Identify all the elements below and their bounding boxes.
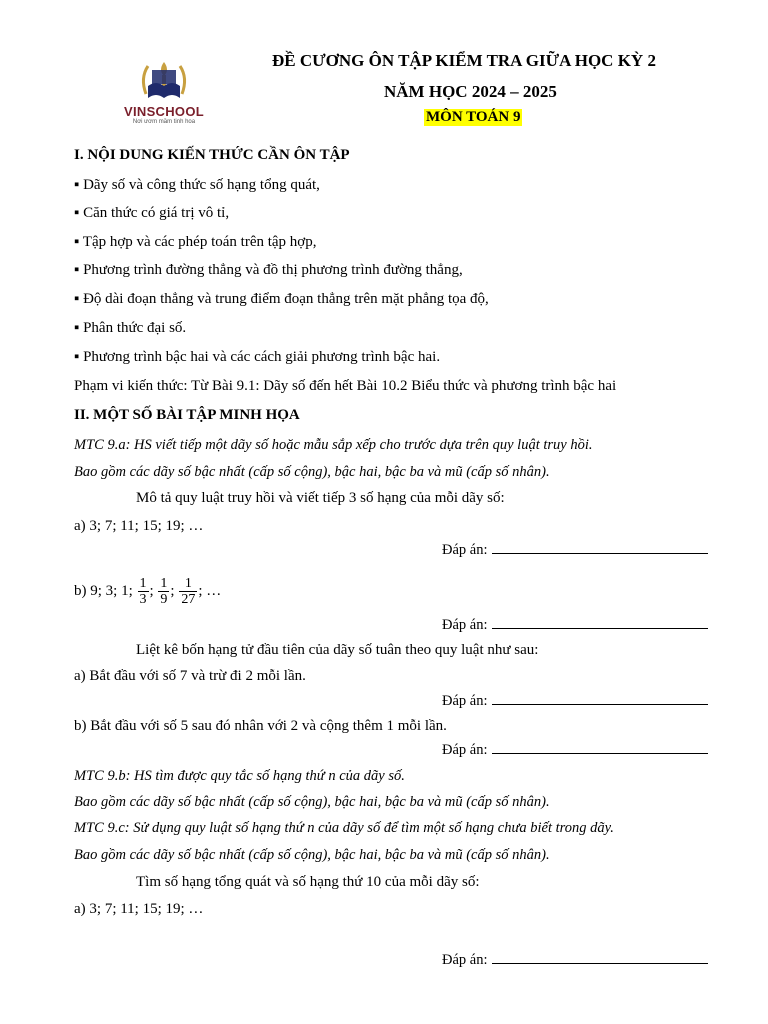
- task1-instruction: Mô tả quy luật truy hồi và viết tiếp 3 số hạng của mỗi dãy số:: [136, 490, 505, 506]
- answer-blank[interactable]: [492, 552, 708, 554]
- answer-blank[interactable]: [492, 703, 708, 705]
- task2-instruction: Liệt kê bốn hạng tử đầu tiên của dãy số tuân theo quy luật như sau:: [136, 642, 539, 658]
- list-item: ▪ Độ dài đoạn thẳng và trung điểm đoạn thẳng trên mặt phẳng tọa độ,: [74, 291, 489, 307]
- logo-name: VINSCHOOL: [124, 104, 204, 119]
- list-item: ▪ Phân thức đại số.: [74, 320, 187, 336]
- answer-row: [442, 617, 708, 634]
- answer-label: Đáp án:: [442, 693, 488, 709]
- mtc-9c-line2: Bao gồm các dãy số bậc nhất (cấp số cộng), bậc hai, bậc ba và mũ (cấp số nhân).: [74, 847, 550, 863]
- answer-label: Đáp án:: [442, 617, 488, 633]
- fraction-numerator: 1: [139, 576, 147, 591]
- answer-label: Đáp án:: [442, 952, 488, 968]
- task1-b: [74, 576, 221, 607]
- answer-row: [442, 693, 708, 710]
- fraction: [179, 576, 197, 607]
- separator: ;: [149, 582, 154, 599]
- list-item: ▪ Phương trình bậc hai và các cách giải phương trình bậc hai.: [74, 349, 441, 365]
- section1-heading: I. NỘI DUNG KIẾN THỨC CẦN ÔN TẬP: [74, 147, 350, 163]
- task1-b-prefix: b) 9; 3; 1;: [74, 582, 133, 599]
- mtc-9b-line1: MTC 9.b: HS tìm được quy tắc số hạng thứ n của dãy số.: [74, 768, 405, 784]
- task2-a: a) Bắt đầu với số 7 và trừ đi 2 mỗi lần.: [74, 668, 306, 684]
- logo-slogan: Nơi ươm mầm tinh hoa: [132, 119, 196, 125]
- list-item: ▪ Tập hợp và các phép toán trên tập hợp,: [74, 234, 317, 250]
- school-year: NĂM HỌC 2024 – 2025: [384, 82, 557, 101]
- list-item: ▪ Phương trình đường thẳng và đồ thị phương trình đường thẳng,: [74, 262, 463, 278]
- fraction: [158, 576, 169, 607]
- separator: ;: [170, 582, 175, 599]
- answer-row: [442, 742, 708, 759]
- task3-instruction: Tìm số hạng tổng quát và số hạng thứ 10 của mỗi dãy số:: [136, 874, 480, 890]
- fraction-denominator: 9: [160, 592, 168, 607]
- answer-label: Đáp án:: [442, 542, 488, 558]
- scope-text: Phạm vi kiến thức: Từ Bài 9.1: Dãy số đến hết Bài 10.2 Biểu thức và phương trình bậc hai: [74, 378, 617, 394]
- fraction: [138, 576, 149, 607]
- task2-b: b) Bắt đầu với số 5 sau đó nhân với 2 và cộng thêm 1 mỗi lần.: [74, 718, 447, 734]
- subject-label: MÔN TOÁN 9: [426, 109, 521, 125]
- answer-blank[interactable]: [492, 962, 708, 964]
- answer-row: [442, 952, 708, 969]
- list-item: ▪ Căn thức có giá trị vô tỉ,: [74, 205, 230, 221]
- fraction-numerator: 1: [160, 576, 168, 591]
- fraction-denominator: 3: [139, 592, 147, 607]
- list-item: ▪ Dãy số và công thức số hạng tổng quát,: [74, 177, 320, 193]
- answer-row: [442, 542, 708, 559]
- doc-title: ĐỀ CƯƠNG ÔN TẬP KIỂM TRA GIỮA HỌC KỲ 2: [272, 51, 656, 70]
- book-torch-emblem-icon: [118, 56, 210, 104]
- task1-a: a) 3; 7; 11; 15; 19; …: [74, 518, 204, 534]
- mtc-9c-line1: MTC 9.c: Sử dụng quy luật số hạng thứ n của dãy số để tìm một số hạng chưa biết trong dãy.: [74, 820, 614, 836]
- answer-label: Đáp án:: [442, 742, 488, 758]
- task1-b-suffix: ; …: [198, 582, 222, 599]
- answer-blank[interactable]: [492, 752, 708, 754]
- task3-a: a) 3; 7; 11; 15; 19; …: [74, 901, 204, 917]
- section2-heading: II. MỘT SỐ BÀI TẬP MINH HỌA: [74, 407, 300, 423]
- vinschool-logo: [118, 56, 210, 128]
- answer-blank[interactable]: [492, 627, 708, 629]
- fraction-denominator: 27: [181, 592, 196, 607]
- mtc-9a-line2: Bao gồm các dãy số bậc nhất (cấp số cộng), bậc hai, bậc ba và mũ (cấp số nhân).: [74, 464, 550, 480]
- fraction-numerator: 1: [179, 576, 197, 592]
- mtc-9a-line1: MTC 9.a: HS viết tiếp một dãy số hoặc mẫu sắp xếp cho trước dựa trên quy luật truy hồi.: [74, 437, 593, 453]
- mtc-9b-line2: Bao gồm các dãy số bậc nhất (cấp số cộng), bậc hai, bậc ba và mũ (cấp số nhân).: [74, 794, 550, 810]
